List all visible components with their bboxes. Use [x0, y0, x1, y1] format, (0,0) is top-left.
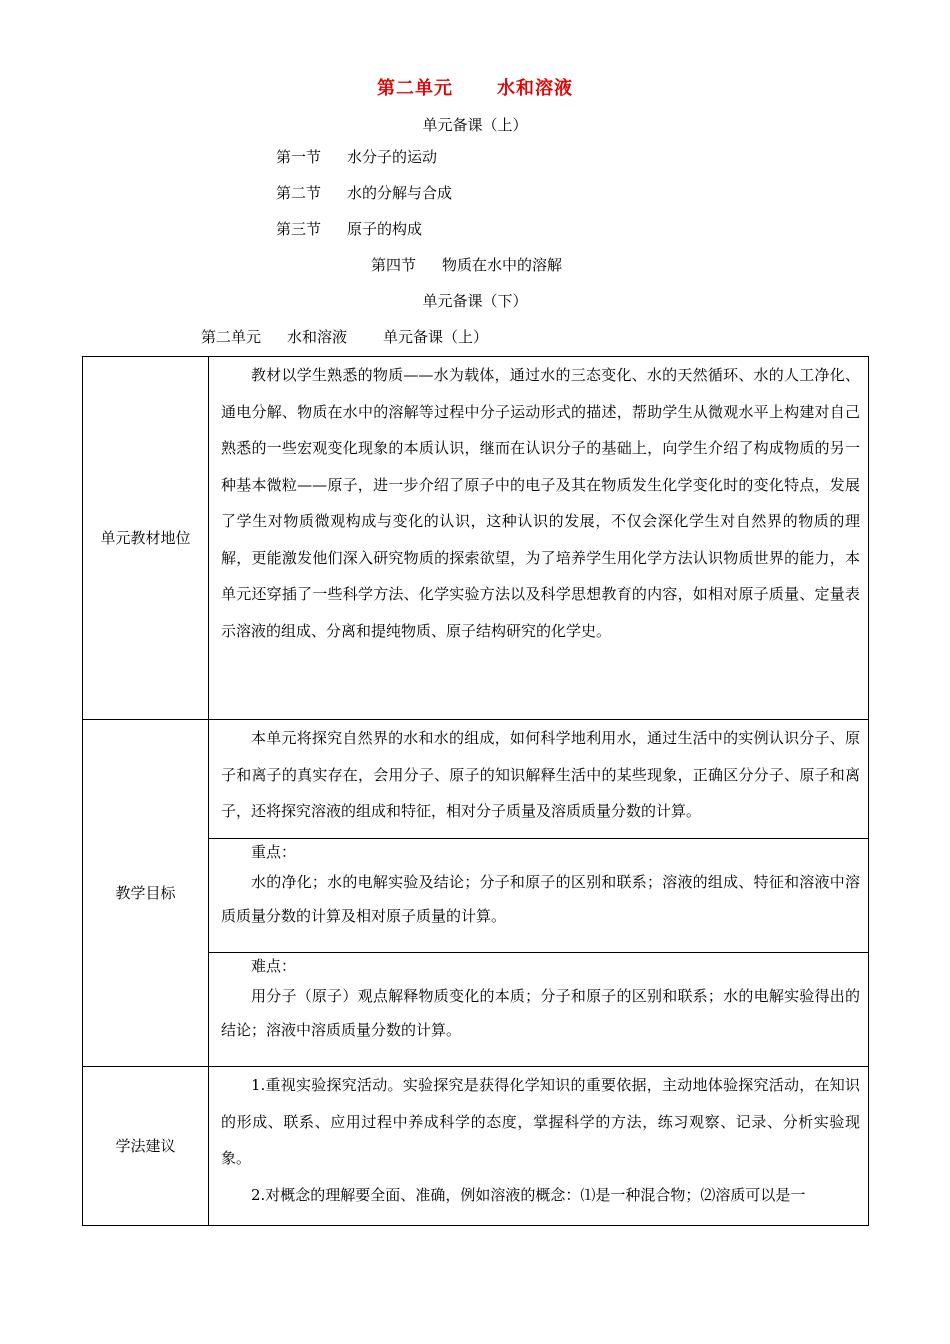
section-name: 原子的构成 [347, 220, 423, 238]
section-name: 水分子的运动 [347, 148, 438, 166]
section-name: 物质在水中的溶解 [442, 256, 563, 274]
row-content [209, 839, 869, 953]
row-label: 学法建议 [83, 1067, 209, 1226]
section-4 [371, 254, 562, 275]
row-content [209, 357, 869, 720]
difficult-text: 用分子（原子）观点解释物质变化的本质；分子和原子的区别和联系；水的电解实验得出的结论；溶液中溶质质量分数的计算。 [221, 987, 860, 1039]
plan-bottom-heading: 单元备课（下） [422, 292, 528, 310]
header-topic: 水和溶液 [287, 328, 348, 346]
section-number: 第二节 [276, 184, 322, 202]
goals-text: 本单元将探究自然界的水和水的组成，如何科学地利用水，通过生活中的实例认识分子、原子和离子的真实存在，会用分子、原子的知识解释生活中的某些现象，正确区分分子、原子和离子，还将探究溶液的组成和特征，相对分子质量及溶质质量分数的计算。 [221, 729, 860, 820]
header-plan: 单元备课（上） [383, 328, 489, 346]
document-title [0, 74, 950, 100]
key-title: 重点： [251, 843, 297, 861]
row-content [209, 720, 869, 839]
title-unit: 第二单元 [377, 78, 453, 99]
key-text: 水的净化；水的电解实验及结论；分子和原子的区别和联系；溶液的组成、特征和溶液中溶质质量分数的计算及相对原子质量的计算。 [221, 873, 860, 925]
header-unit: 第二单元 [201, 328, 262, 346]
row-content [209, 953, 869, 1067]
position-text: 教材以学生熟悉的物质——水为载体，通过水的三态变化、水的天然循环、水的人工净化、通电分解、物质在水中的溶解等过程中分子运动形式的描述，帮助学生从微观水平上构建对自己熟悉的一些宏观变化现象的本质认识，继而在认识分子的基础上，向学生介绍了构成物质的另一种基本微粒——原子，进一步介绍了原子中的电子及其在物质发生化学变化时的变化特点，发展了学生对物质微观构成与变化的认识，这种认识的发展，不仅会深化学生对自然界的物质的理解，更能激发他们深入研究物质的探索欲望，为了培养学生用化学方法认识物质世界的能力，本单元还穿插了一些科学方法、化学实验方法以及科学思想教育的内容，如相对原子质量、定量表示溶液的组成、分离和提纯物质、原子结构研究的化学史。 [221, 366, 860, 640]
table-header-line [201, 326, 488, 347]
row-goals-intro [83, 720, 869, 839]
row-label: 教学目标 [83, 720, 209, 1067]
section-1 [276, 146, 437, 167]
section-number: 第一节 [276, 148, 322, 166]
section-number: 第三节 [276, 220, 322, 238]
section-3 [276, 218, 422, 239]
section-2 [276, 182, 452, 203]
section-number: 第四节 [371, 256, 417, 274]
row-position [83, 357, 869, 720]
plan-top-heading: 单元备课（上） [422, 116, 528, 134]
unit-plan-table [82, 356, 869, 1226]
row-content [209, 1067, 869, 1226]
difficult-title: 难点： [251, 957, 297, 975]
section-name: 水的分解与合成 [347, 184, 453, 202]
method-item-1: 1.重视实验探究活动。实验探究是获得化学知识的重要依据，主动地体验探究活动，在知识的形成、联系、应用过程中养成科学的态度，掌握科学的方法，练习观察、记录、分析实验现象。 [221, 1076, 860, 1167]
row-methods [83, 1067, 869, 1226]
row-label: 单元教材地位 [83, 357, 209, 720]
method-item-2: 2.对概念的理解要全面、准确，例如溶液的概念：⑴是一种混合物；⑵溶质可以是一 [251, 1185, 806, 1204]
title-topic: 水和溶液 [497, 78, 573, 99]
